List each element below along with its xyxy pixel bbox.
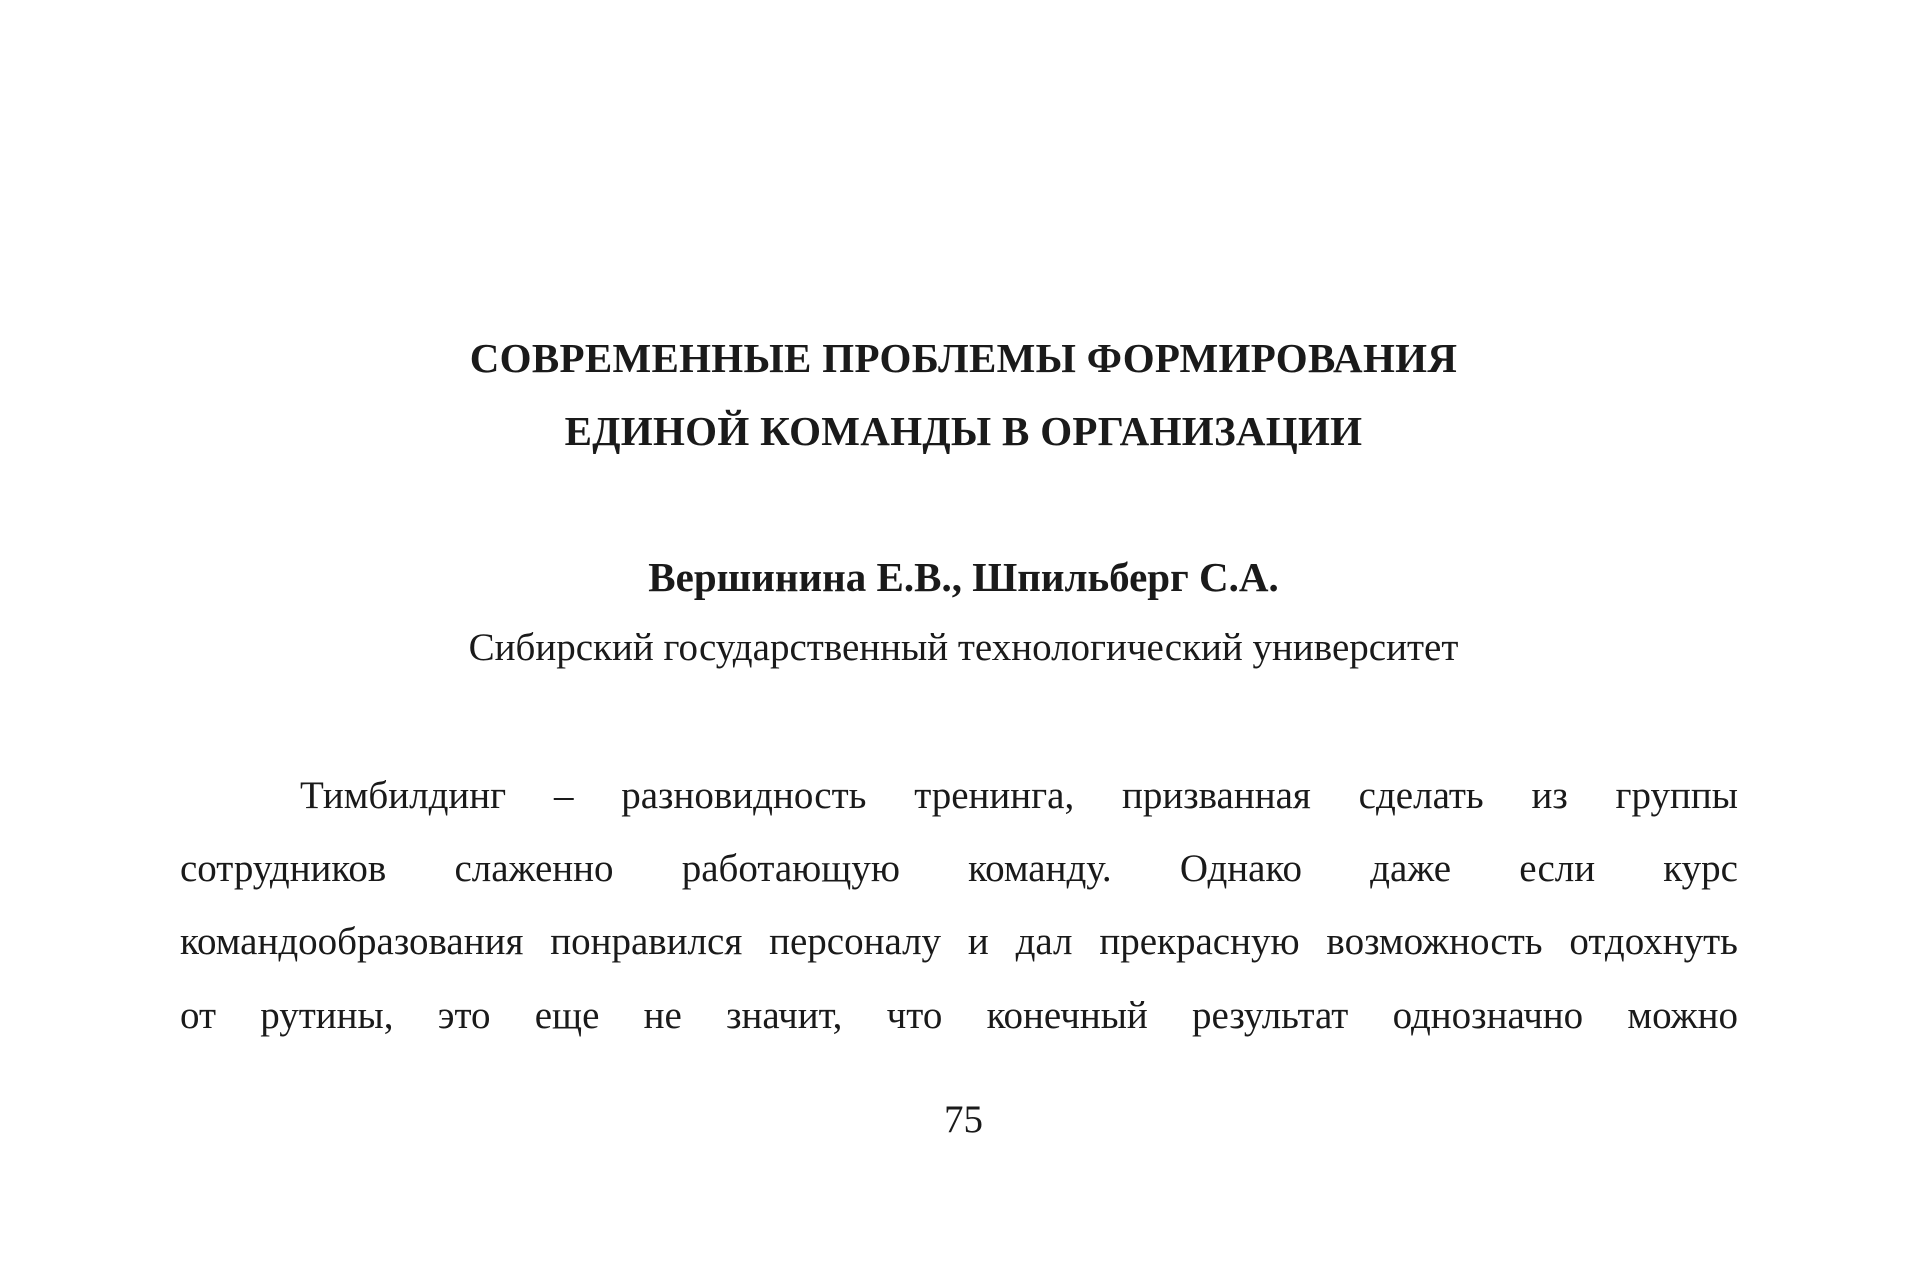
body-word: результат [1192,994,1349,1037]
body-word: Тимбилдинг [300,774,507,817]
body-word: группы [1615,774,1738,817]
body-line-1 [300,776,1738,815]
body-word: возможность [1326,920,1543,963]
author-affiliation: Сибирский государственный технологический университет [468,626,1459,669]
body-word: командообразования [180,920,524,963]
body-word: сотрудников [180,847,387,890]
body-word: даже [1370,847,1452,890]
body-word: дал [1015,920,1073,963]
body-word: и [967,920,989,963]
article-authors: Вершинина Е.В., Шпильберг С.А. [648,554,1279,600]
article-title-line-2: ЕДИНОЙ КОМАНДЫ В ОРГАНИЗАЦИИ [564,408,1363,454]
body-word: сделать [1358,774,1484,817]
page-number: 75 [944,1098,983,1141]
body-word: еще [534,994,600,1037]
body-word: значит, [726,994,843,1037]
body-word: конечный [986,994,1148,1037]
body-word: если [1519,847,1596,890]
body-word: – [553,774,574,817]
body-word: из [1531,774,1568,817]
body-word: можно [1627,994,1738,1037]
body-word: не [643,994,682,1037]
body-word: команду. [968,847,1112,890]
body-line-4 [180,996,1738,1035]
body-word: работающую [681,847,900,890]
body-word: Однако [1179,847,1302,890]
body-word: прекрасную [1099,920,1300,963]
body-word: отдохнуть [1569,920,1738,963]
body-word: курс [1663,847,1738,890]
body-word: разновидность [621,774,867,817]
body-word: понравился [550,920,743,963]
body-line-2 [180,849,1738,888]
body-word: персоналу [769,920,942,963]
body-word: от [180,994,217,1037]
article-title-line-1: СОВРЕМЕННЫЕ ПРОБЛЕМЫ ФОРМИРОВАНИЯ [469,335,1458,381]
body-word: тренинга, [914,774,1075,817]
body-word: это [437,994,491,1037]
body-word: рутины, [260,994,394,1037]
body-word: слаженно [454,847,614,890]
body-word: призванная [1122,774,1311,817]
body-word: однозначно [1392,994,1584,1037]
body-word: что [886,994,943,1037]
body-line-3 [180,922,1738,961]
